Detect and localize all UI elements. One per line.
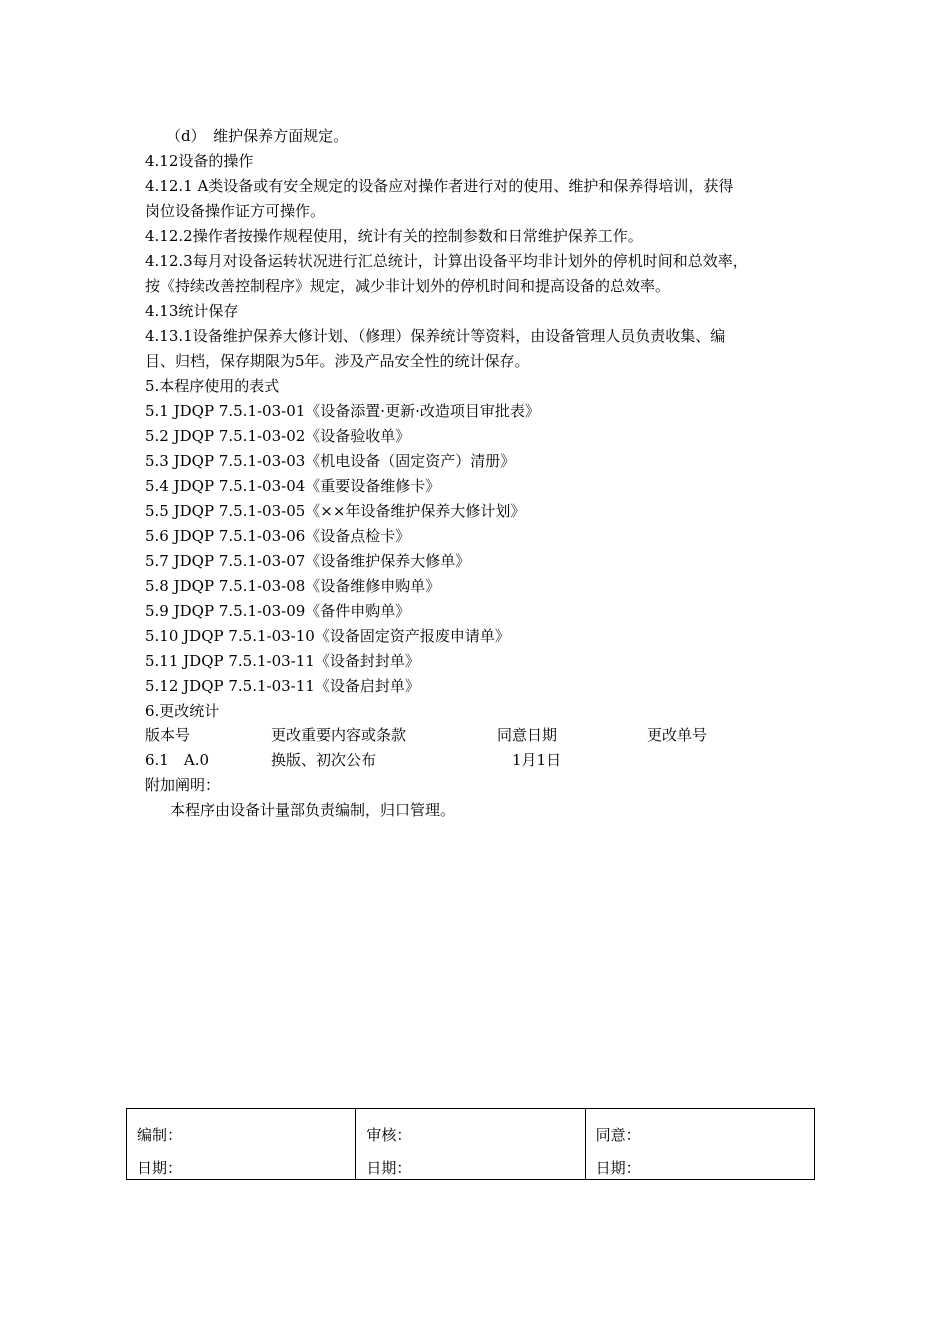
appendix-title: 附加阐明：	[145, 776, 221, 794]
change-row-content: 换版、初次公布	[271, 751, 377, 769]
clause-d: （d） 维护保养方面规定。	[166, 127, 349, 145]
clause-4-12-3-line2: 按《持续改善控制程序》规定，减少非计划外的停机时间和提高设备的总效率。	[145, 277, 671, 295]
prepared-date-label: 日期：	[137, 1159, 183, 1177]
form-5-3: 5.3 JDQP 7.5.1-03-03《机电设备（固定资产）清册》	[145, 452, 516, 470]
section-4-12-heading: 4.12设备的操作	[145, 152, 254, 170]
form-5-5: 5.5 JDQP 7.5.1-03-05《××年设备维护保养大修计划》	[145, 502, 526, 520]
form-5-10: 5.10 JDQP 7.5.1-03-10《设备固定资产报废申请单》	[145, 627, 510, 645]
form-5-6: 5.6 JDQP 7.5.1-03-06《设备点检卡》	[145, 527, 411, 545]
form-5-8: 5.8 JDQP 7.5.1-03-08《设备维修申购单》	[145, 577, 441, 595]
form-5-1: 5.1 JDQP 7.5.1-03-01《设备添置·更新·改造项目审批表》	[145, 402, 540, 420]
clause-4-13-1-line1: 4.13.1设备维护保养大修计划、（修理）保养统计等资料，由设备管理人员负责收集、编	[145, 327, 726, 345]
signature-cell-reviewed	[356, 1109, 585, 1180]
section-4-13-heading: 4.13统计保存	[145, 302, 239, 320]
clause-4-12-1-line2: 岗位设备操作证方可操作。	[145, 202, 326, 220]
change-header-version: 版本号	[145, 726, 191, 744]
signature-table	[126, 1108, 815, 1180]
appendix-text: 本程序由设备计量部负责编制，归口管理。	[170, 801, 456, 819]
change-header-content: 更改重要内容或条款	[271, 726, 407, 744]
clause-4-13-1-line2: 目、归档，保存期限为5年。涉及产品安全性的统计保存。	[145, 352, 530, 370]
reviewed-label: 审核：	[366, 1126, 412, 1144]
signature-cell-prepared	[127, 1109, 356, 1180]
change-header-date: 同意日期	[497, 726, 558, 744]
form-5-11: 5.11 JDQP 7.5.1-03-11《设备封封单》	[145, 652, 420, 670]
clause-4-12-2: 4.12.2操作者按操作规程使用，统计有关的控制参数和日常维护保养工作。	[145, 227, 643, 245]
section-6-heading: 6.更改统计	[145, 702, 220, 720]
approved-label: 同意：	[595, 1126, 641, 1144]
reviewed-date-label: 日期：	[366, 1159, 412, 1177]
signature-cell-approved	[585, 1109, 814, 1180]
change-header-number: 更改单号	[647, 726, 708, 744]
form-5-2: 5.2 JDQP 7.5.1-03-02《设备验收单》	[145, 427, 411, 445]
prepared-label: 编制：	[137, 1126, 183, 1144]
change-row-version: 6.1 A.0	[145, 751, 209, 769]
clause-4-12-3-line1: 4.12.3每月对设备运转状况进行汇总统计，计算出设备平均非计划外的停机时间和总效率，	[145, 252, 748, 270]
form-5-4: 5.4 JDQP 7.5.1-03-04《重要设备维修卡》	[145, 477, 441, 495]
form-5-9: 5.9 JDQP 7.5.1-03-09《备件申购单》	[145, 602, 411, 620]
section-5-heading: 5.本程序使用的表式	[145, 377, 280, 395]
form-5-7: 5.7 JDQP 7.5.1-03-07《设备维护保养大修单》	[145, 552, 471, 570]
change-row-date: 1月1日	[512, 751, 562, 769]
form-5-12: 5.12 JDQP 7.5.1-03-11《设备启封单》	[145, 677, 420, 695]
clause-4-12-1-line1: 4.12.1 A类设备或有安全规定的设备应对操作者进行对的使用、维护和保养得培训，获得	[145, 177, 734, 195]
approved-date-label: 日期：	[595, 1159, 641, 1177]
